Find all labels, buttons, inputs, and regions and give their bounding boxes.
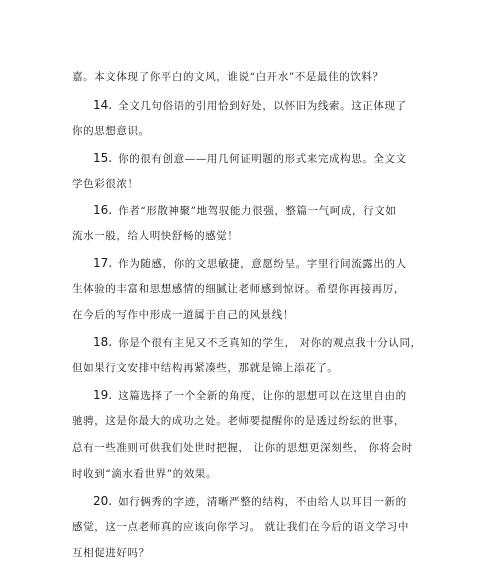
comment-number: 19. (93, 388, 113, 402)
comment-17-line-2 (72, 282, 405, 296)
line-text: 你的思想意识。 (72, 125, 150, 137)
comment-18-line-1 (93, 335, 422, 350)
comment-15-line-1 (93, 151, 407, 166)
comment-14-line-2 (72, 124, 150, 138)
line-text: 这篇选择了一个全新的角度，让你的思想可以在这里自由的 (118, 390, 407, 402)
comment-17-line-3 (72, 308, 294, 322)
comment-19-line-2 (72, 414, 405, 428)
comment-19-line-3 (72, 441, 413, 455)
line-text: 你的很有创意——用几何证明题的形式来完成构思。全文文 (118, 153, 407, 165)
comment-16-line-2 (72, 229, 239, 243)
comment-number: 20. (93, 494, 113, 508)
line-text: 全文几句俗语的引用恰到好处，以怀旧为线索。这正体现了 (118, 100, 407, 112)
comment-20-line-3 (72, 546, 150, 560)
line-text: 但如果行文安排中结构再紧凑些，那就是锦上添花了。 (72, 362, 339, 374)
comment-19-line-4 (72, 467, 217, 481)
comment-20-line-2 (72, 520, 409, 534)
comment-15-line-2 (72, 177, 139, 191)
line-text: 时收到“滴水看世界”的效果。 (72, 468, 218, 480)
comment-number: 15. (93, 151, 113, 165)
line-text: 在今后的写作中形成一道属于自己的风景线！ (72, 309, 294, 321)
line-text: 总有一些准则可供我们处世时把握， 让你的思想更深刻些， 你将会时 (72, 442, 413, 454)
line-text: 如行俩秀的字迹，清晰严整的结构，不由给人以耳目一新的 (118, 496, 407, 508)
comment-16-line-1 (93, 203, 396, 218)
comment-number: 16. (93, 203, 113, 217)
line-text: 作者“形散神聚”地驾驭能力很强，整篇一气呵成，行文如 (118, 205, 397, 217)
comment-19-line-1 (93, 388, 407, 403)
line-text: 生体验的丰富和思想感情的细腻让老师感到惊讶。希望你再接再厉， (72, 283, 405, 295)
line-text: 驰骋，这是你最大的成功之处。老师要提醒你的是透过纷纭的世事， (72, 415, 405, 427)
line-text: 流水一般，给人明快舒畅的感觉！ (72, 230, 239, 242)
line-text: 学色彩很浓！ (72, 178, 139, 190)
comment-17-line-1 (93, 256, 407, 271)
line-text: 你是个很有主见又不乏真知的学生， 对你的观点我十分认同， (118, 337, 422, 349)
line-text: 感觉，这一点老师真的应该向你学习。 就让我们在今后的语文学习中 (72, 521, 409, 533)
text-line (72, 70, 384, 84)
comment-20-line-1 (93, 494, 407, 509)
comment-18-line-2 (72, 361, 338, 375)
comment-number: 17. (93, 256, 113, 270)
comment-14-line-1 (93, 98, 407, 113)
comment-number: 18. (93, 335, 113, 349)
line-text: 嘉。本文体现了你平白的文风，谁说“白开水”不是最佳的饮料？ (72, 71, 384, 83)
comment-number: 14. (93, 98, 113, 112)
line-text: 互相促进好吗？ (72, 547, 150, 559)
line-text: 作为随感，你的文思敏捷，意愿纷呈。字里行间流露出的人 (118, 258, 407, 270)
